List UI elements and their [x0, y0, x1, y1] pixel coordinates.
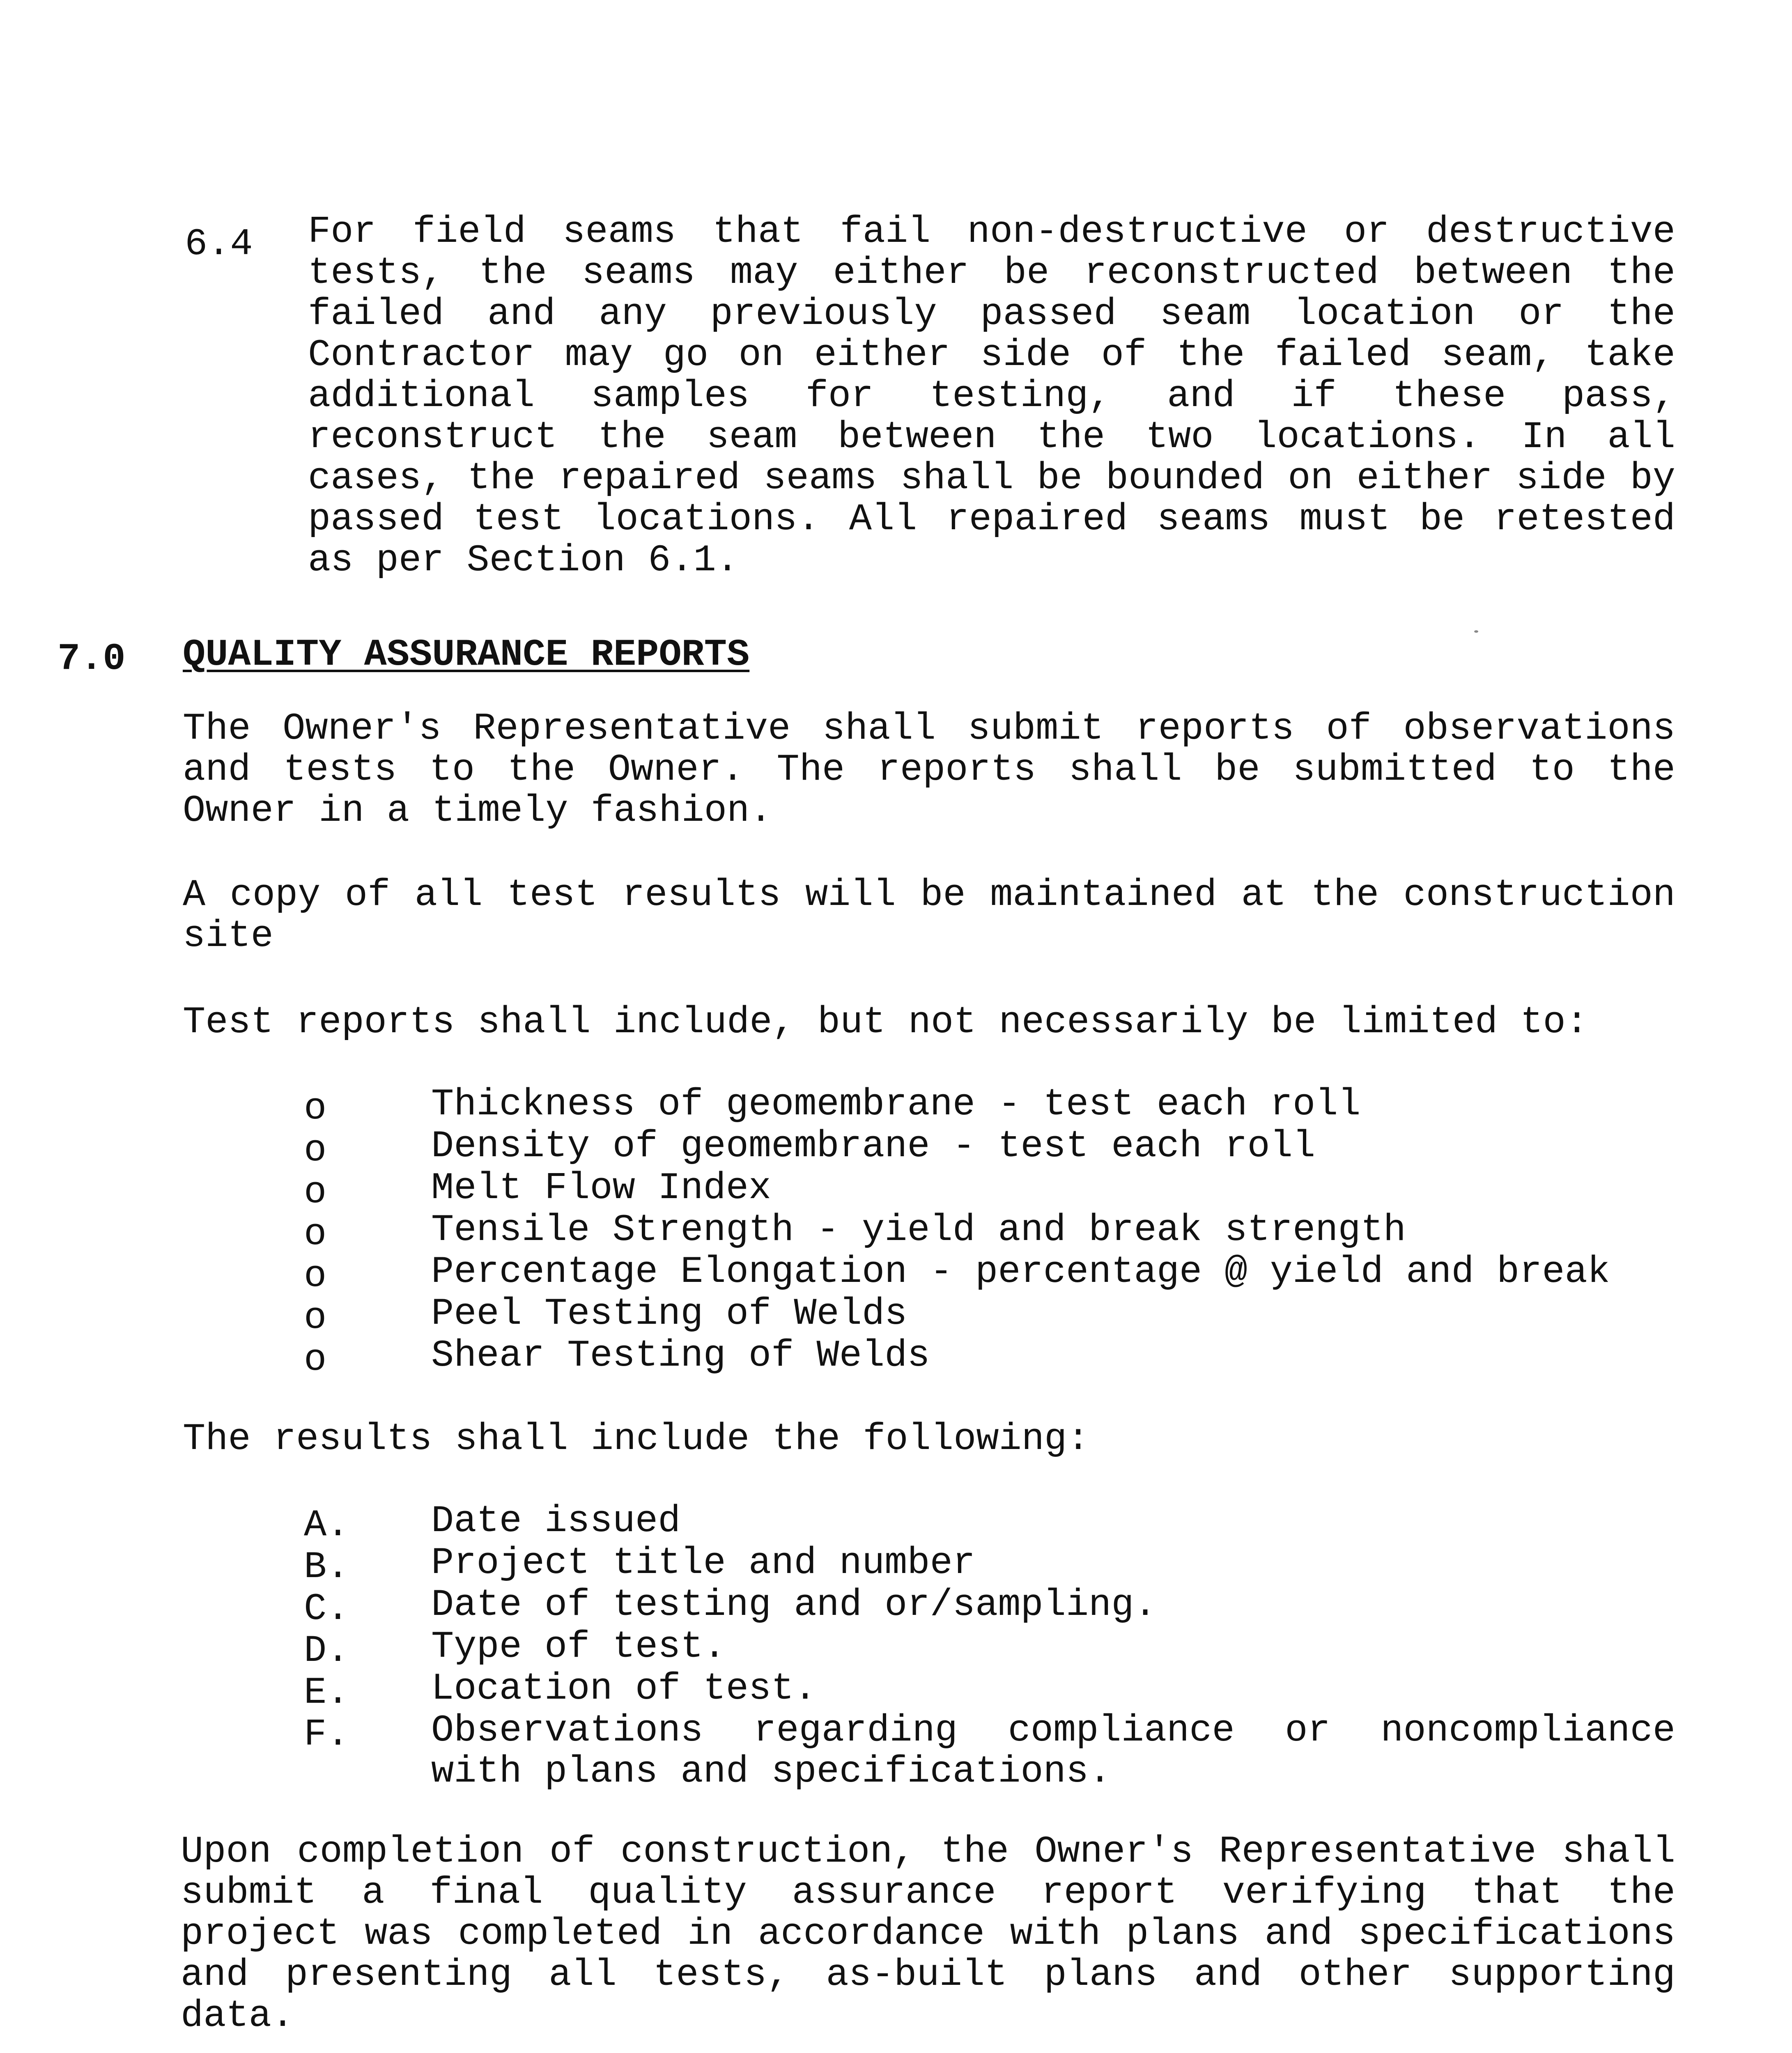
bullet-marker: o: [304, 1171, 327, 1214]
paragraph-reports: The Owner's Representative shall submit reports of observations and tests to the Owner. The reports shall be submitted to the Owner in a timely fashion.: [183, 707, 1675, 832]
section-7-number: 7.0: [57, 637, 126, 680]
list-item: Density of geomembrane - test each roll: [431, 1125, 1316, 1168]
list-item: Percentage Elongation - percentage @ yield and break: [431, 1250, 1610, 1293]
list-item: Thickness of geomembrane - test each roll: [431, 1083, 1361, 1126]
section-6-4-number: 6.4: [185, 223, 253, 266]
bullet-marker: o: [304, 1338, 327, 1381]
paragraph-final-report: Upon completion of construction, the Owner's Representative shall submit a final quality assurance report verifying that the project was completed in accordance with plans and specifications and presenting all tests, as-built plans and other supporting data.: [181, 1830, 1675, 2037]
section-7-heading: QUALITY ASSURANCE REPORTS: [183, 633, 750, 676]
paragraph-copy-results: A copy of all test results will be maintained at the construction site: [183, 873, 1675, 958]
list-item: Date of testing and or/sampling.: [431, 1583, 1157, 1626]
list-item: Melt Flow Index: [431, 1167, 772, 1210]
list-item: Tensile Strength - yield and break strength: [431, 1208, 1406, 1252]
list-item: Date issued: [431, 1500, 681, 1543]
section-6-4-text: For field seams that fail non-destructive or destructive tests, the seams may either be reconstructed between the failed and any previously passed seam location or the Contractor may go on either side of the failed seam, take additional samples for testing, and if these pass, reconstruct the seam between the two locations. In all cases, the repaired seams shall be bounded on either side by passed test locations. All repaired seams must be retested as per Section 6.1.: [308, 210, 1675, 582]
bullet-marker: o: [304, 1254, 327, 1297]
paragraph-results-intro: The results shall include the following:: [183, 1417, 1090, 1461]
list-item: Peel Testing of Welds: [431, 1292, 907, 1335]
list-letter: B.: [304, 1545, 349, 1589]
bullet-marker: o: [304, 1087, 327, 1130]
list-letter: A.: [304, 1504, 349, 1547]
bullet-marker: o: [304, 1213, 327, 1256]
list-item: Location of test.: [431, 1667, 817, 1710]
list-item: Shear Testing of Welds: [431, 1334, 930, 1377]
bullet-marker: o: [304, 1296, 327, 1339]
list-letter: D.: [304, 1629, 349, 1672]
list-item: Observations regarding compliance or noncompliance with plans and specifications.: [431, 1709, 1675, 1793]
list-letter: C.: [304, 1587, 349, 1630]
scan-speck: [1474, 630, 1478, 633]
list-letter: F.: [304, 1713, 349, 1756]
bullet-marker: o: [304, 1129, 327, 1172]
list-item: Type of test.: [431, 1625, 726, 1668]
list-item: Project title and number: [431, 1541, 976, 1585]
paragraph-test-reports-intro: Test reports shall include, but not necessarily be limited to:: [183, 1001, 1588, 1044]
list-letter: E.: [304, 1671, 349, 1714]
